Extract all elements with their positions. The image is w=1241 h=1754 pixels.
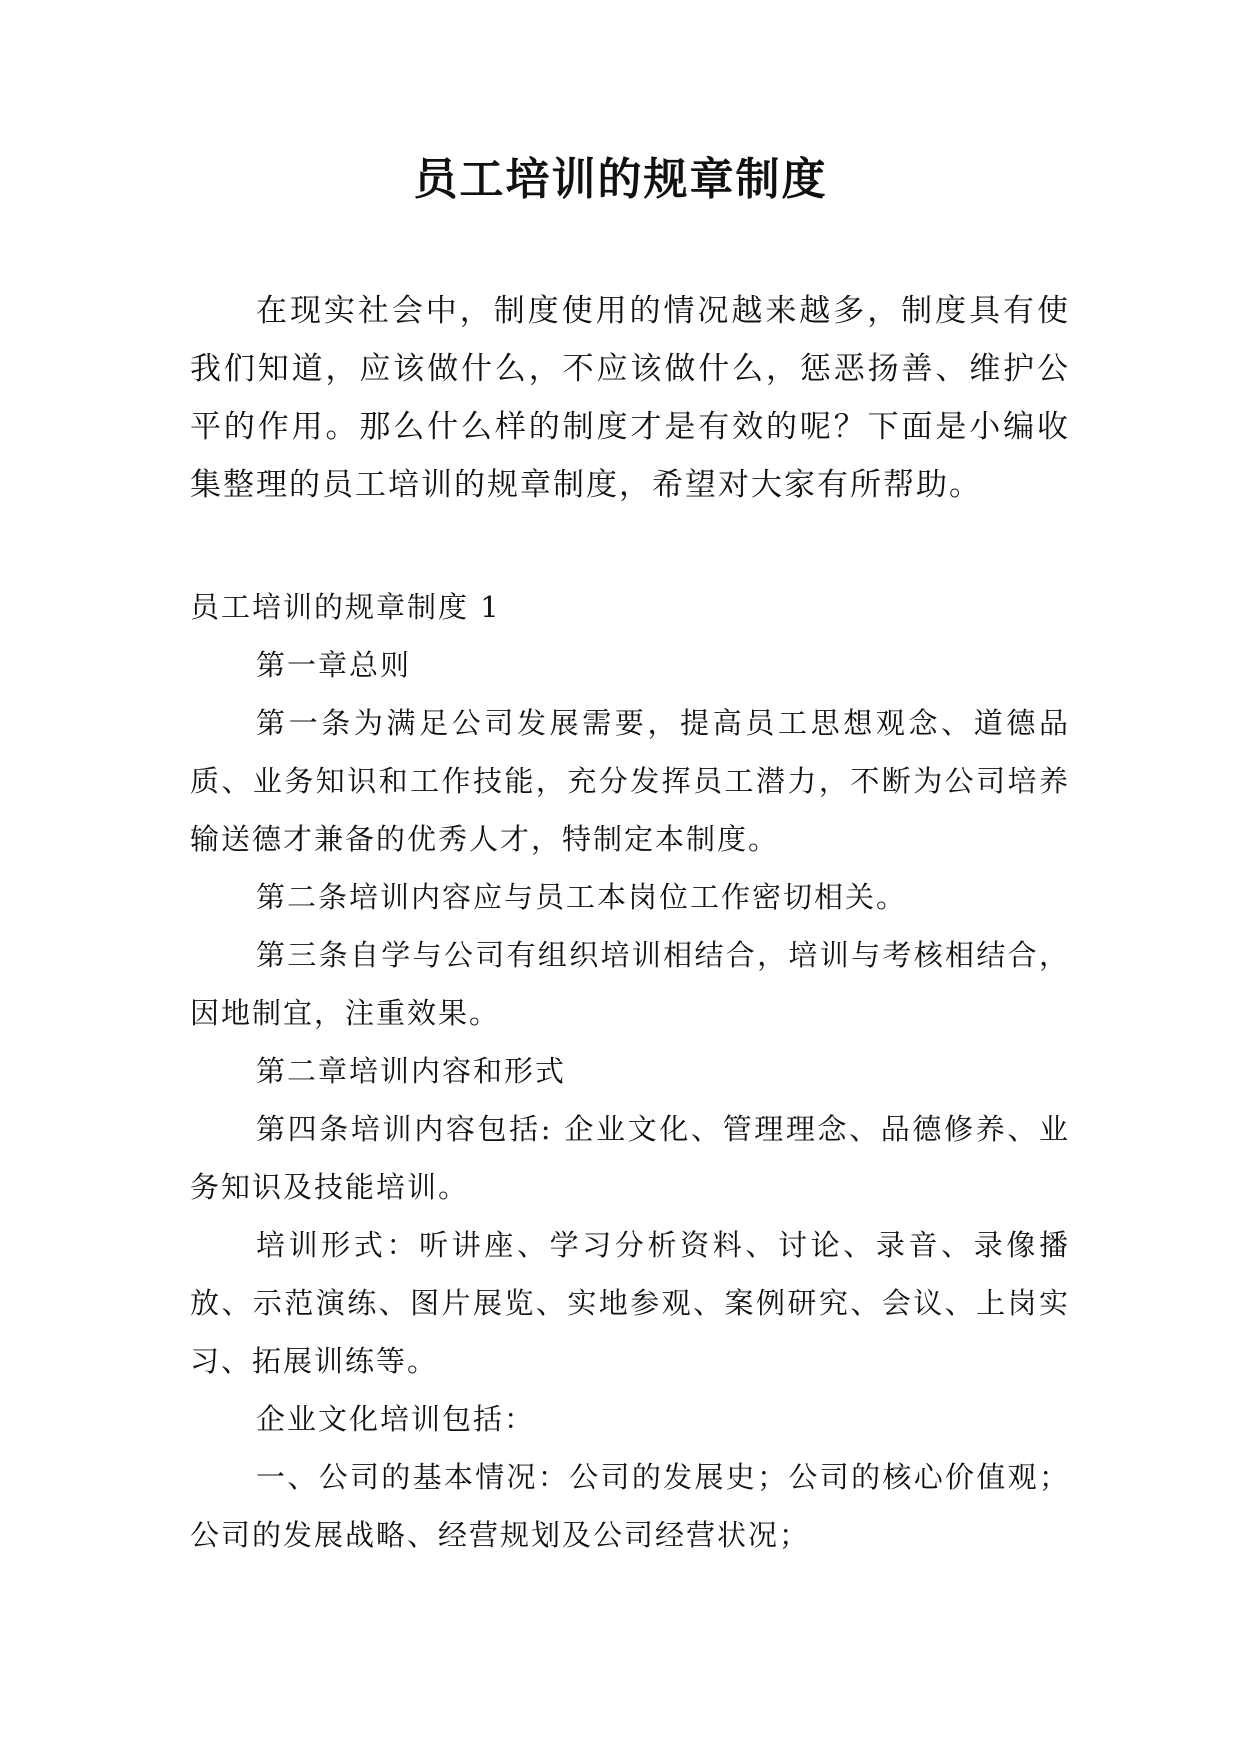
article-paragraph: 一、公司的基本情况：公司的发展史；公司的核心价值观；公司的发展战略、经营规划及公司经营状况； xyxy=(190,1460,1070,1552)
article-paragraph: 第三条自学与公司有组织培训相结合，培训与考核相结合，因地制宜，注重效果。 xyxy=(190,938,1070,1030)
article-paragraph: 第一条为满足公司发展需要，提高员工思想观念、道德品质、业务知识和工作技能，充分发挥员工潜力，不断为公司培养输送德才兼备的优秀人才，特制定本制度。 xyxy=(190,706,1070,856)
chapter-heading: 第二章培训内容和形式 xyxy=(256,1054,567,1088)
article-paragraph: 第二条培训内容应与员工本岗位工作密切相关。 xyxy=(256,880,908,914)
intro-paragraph: 在现实社会中，制度使用的情况越来越多，制度具有使我们知道，应该做什么，不应该做什么，惩恶扬善、维护公平的作用。那么什么样的制度才是有效的呢？下面是小编收集整理的员工培训的规章制度，希望对大家有所帮助。 xyxy=(190,293,1070,503)
article-paragraph: 第四条培训内容包括: 企业文化、管理理念、品德修养、业务知识及技能培训。 xyxy=(190,1112,1070,1204)
document-body xyxy=(190,578,1070,1564)
article-paragraph: 企业文化培训包括： xyxy=(256,1402,536,1436)
document-title: 员工培训的规章制度 xyxy=(413,154,828,205)
chapter-heading: 第一章总则 xyxy=(256,648,412,682)
section-heading: 员工培训的规章制度 1 xyxy=(190,590,501,624)
article-paragraph: 培训形式：听讲座、学习分析资料、讨论、录音、录像播放、示范演练、图片展览、实地参观、案例研究、会议、上岗实习、拓展训练等。 xyxy=(190,1228,1070,1378)
